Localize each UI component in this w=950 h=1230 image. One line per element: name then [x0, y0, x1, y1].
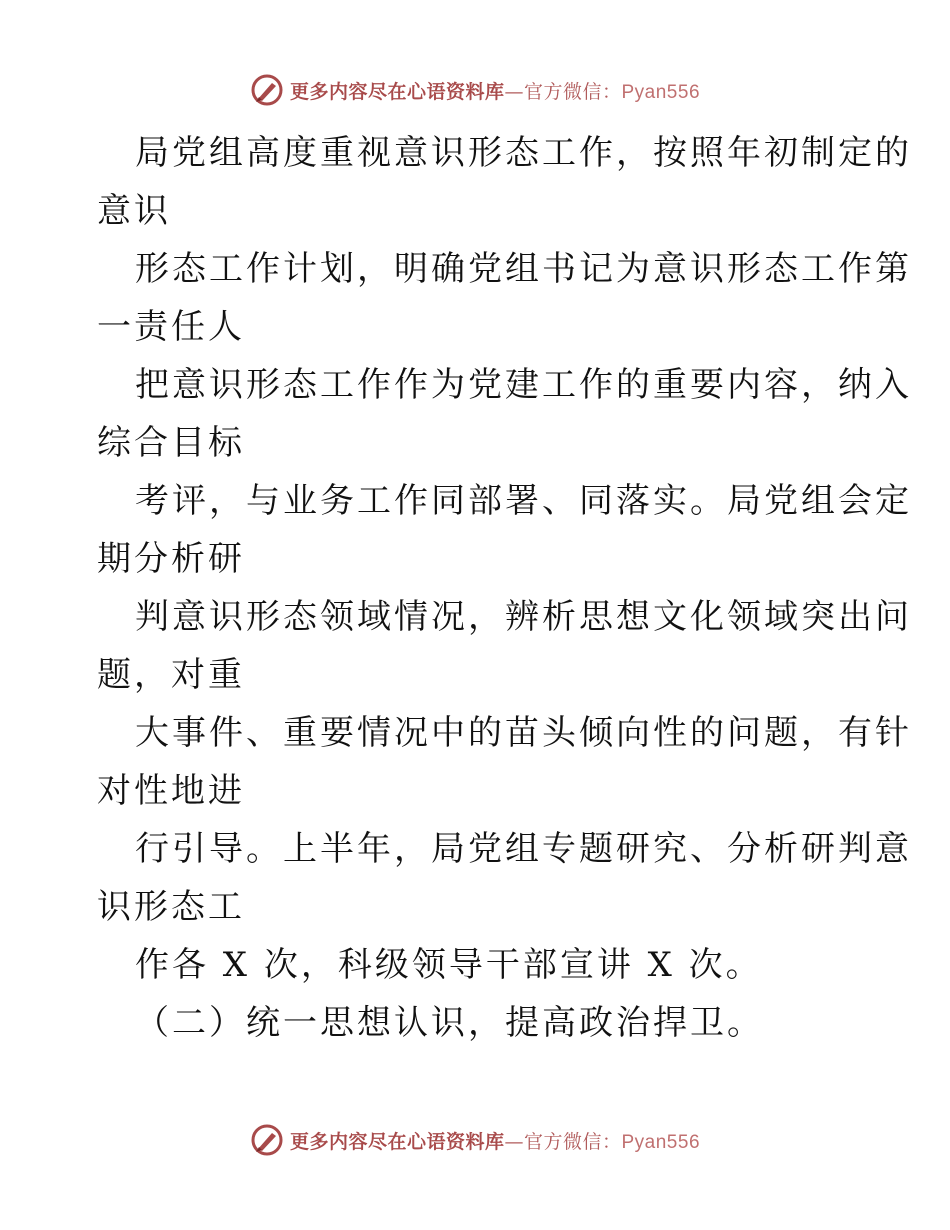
header-banner-id: Pyan556 — [621, 81, 701, 103]
body-line: 大事件、重要情况中的苗头倾向性的问题，有针 — [135, 713, 912, 753]
document-body — [97, 124, 912, 1052]
footer-banner-dash: — — [504, 1130, 524, 1153]
body-line: 题，对重 — [97, 655, 245, 695]
body-line: 作各 X 次，科级领导干部宣讲 X 次。 — [135, 945, 763, 985]
header-banner-dash: — — [504, 80, 524, 103]
body-line: 局党组高度重视意识形态工作，按照年初制定的 — [135, 133, 912, 173]
body-line: 综合目标 — [97, 423, 245, 463]
body-line: 对性地进 — [97, 771, 245, 811]
body-line: 意识 — [97, 191, 171, 231]
body-line: 判意识形态领域情况，辨析思想文化领域突出问 — [135, 597, 912, 637]
body-line: 行引导。上半年，局党组专题研究、分析研判意 — [135, 829, 912, 869]
footer-banner-id: Pyan556 — [621, 1131, 701, 1153]
body-line: 期分析研 — [97, 539, 245, 579]
body-line: 形态工作计划，明确党组书记为意识形态工作第 — [135, 249, 912, 289]
body-line: 一责任人 — [97, 307, 245, 347]
section-heading: （二）统一思想认识，提高政治捍卫。 — [135, 1003, 764, 1043]
header-watermark — [0, 70, 950, 110]
footer-watermark — [0, 1120, 950, 1160]
pen-logo-icon — [250, 73, 284, 107]
footer-banner-tail: 官方微信： — [523, 1130, 622, 1153]
header-banner-main: 更多内容尽在心语资料库 — [289, 80, 505, 103]
body-line: 考评，与业务工作同部署、同落实。局党组会定 — [135, 481, 912, 521]
footer-banner-main: 更多内容尽在心语资料库 — [289, 1130, 505, 1153]
header-banner-tail: 官方微信： — [523, 80, 622, 103]
body-line: 把意识形态工作作为党建工作的重要内容，纳入 — [135, 365, 912, 405]
pen-logo-icon — [250, 1123, 284, 1157]
body-line: 识形态工 — [97, 887, 245, 927]
